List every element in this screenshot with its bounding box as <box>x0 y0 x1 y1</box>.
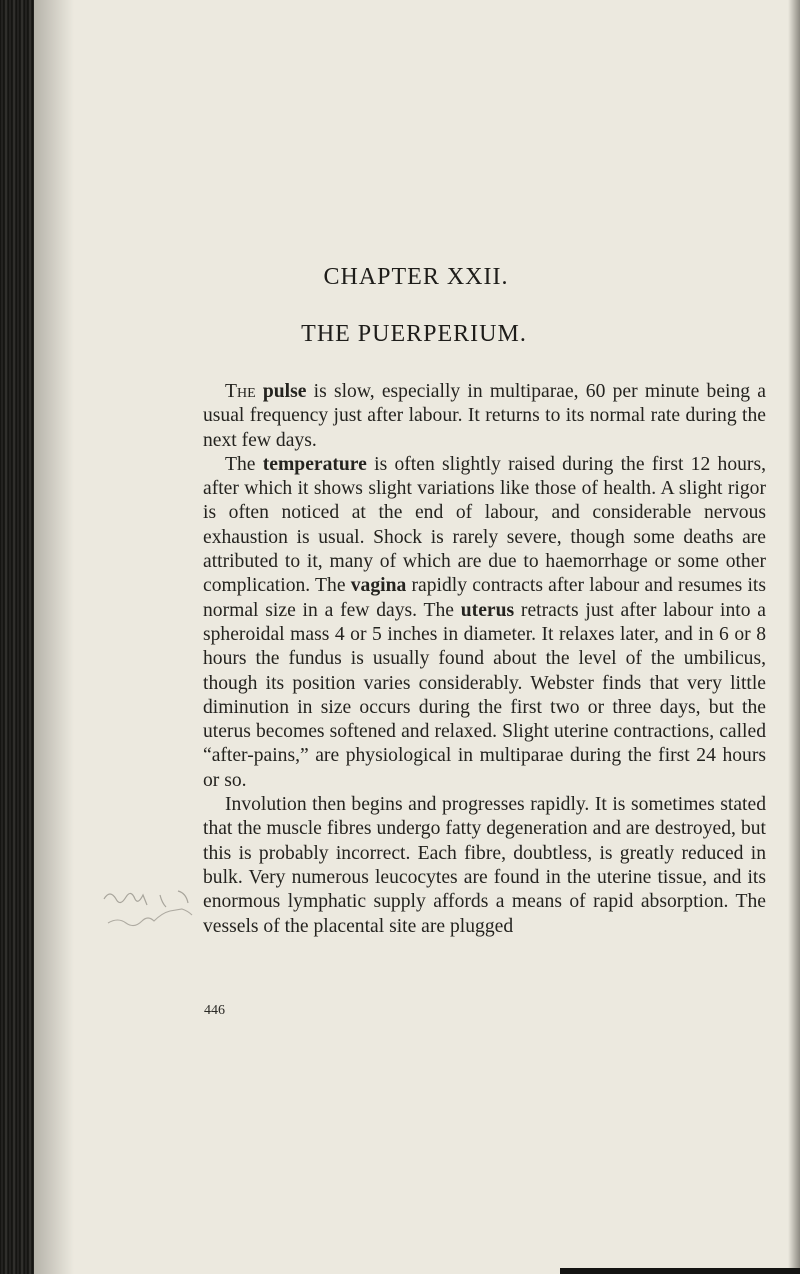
body-text <box>203 380 766 939</box>
text-run <box>256 381 263 402</box>
text-run: The <box>225 453 263 475</box>
paragraph <box>203 453 766 793</box>
chapter-heading: CHAPTER XXII. <box>323 264 509 290</box>
text-run: Involution then begins and progresses rapidly. It is sometimes stated that the muscle fibres undergo fatty degeneration and are destroyed, but this is probably incorrect. Each fibre, doubtless, is greatly reduced in bulk. Very numerous leucocytes are found in the uterine tissue, and its enormous lymphatic supply affords a means of rapid absorption. The vessels of the placental site are plugged <box>203 794 766 937</box>
bold-term: pulse <box>262 381 307 402</box>
pencil-annotation <box>100 885 210 935</box>
text-run: retracts just after labour into a spheroidal mass 4 or 5 inches in diameter. It relaxes later, and in 6 or 8 hours the fundus is usually found about the level of the umbilicus, though its position varies considerably. Webster finds that very little diminution in size occurs during the first two or three days, but the uterus becomes softened and relaxed. Slight uterine contractions, called “after-pains,” are physiological in multiparae during the first 24 hours or so. <box>203 599 766 791</box>
bold-term: uterus <box>460 599 515 621</box>
page-edge <box>788 0 800 1274</box>
paragraph <box>203 380 766 453</box>
chapter-title: THE PUERPERIUM. <box>301 321 527 347</box>
text-run: is slow, especially in multiparae, 60 per minute being a usual frequency just after labour. It returns to its normal rate during the next few days. <box>203 381 766 451</box>
bold-term: temperature <box>262 453 367 475</box>
small-caps-text: The <box>225 381 256 402</box>
page-number: 446 <box>204 1003 225 1018</box>
bold-term: vagina <box>350 575 407 597</box>
page-bottom-edge <box>560 1268 800 1274</box>
text-run: is often slightly raised during the first 12 hours, after which it shows slight variations like those of health. A slight rigor is often noticed at the end of labour, and considerable nervous exhaustion is usual. Shock is rarely severe, though some deaths are attributed to it, many of which are due to haemorrhage or some other complication. The <box>203 453 766 597</box>
text-run: rapidly contracts after labour and resumes its normal size in a few days. The <box>203 575 766 621</box>
paragraph <box>203 793 766 939</box>
gutter-shadow <box>34 0 74 1274</box>
book-binding <box>0 0 34 1274</box>
